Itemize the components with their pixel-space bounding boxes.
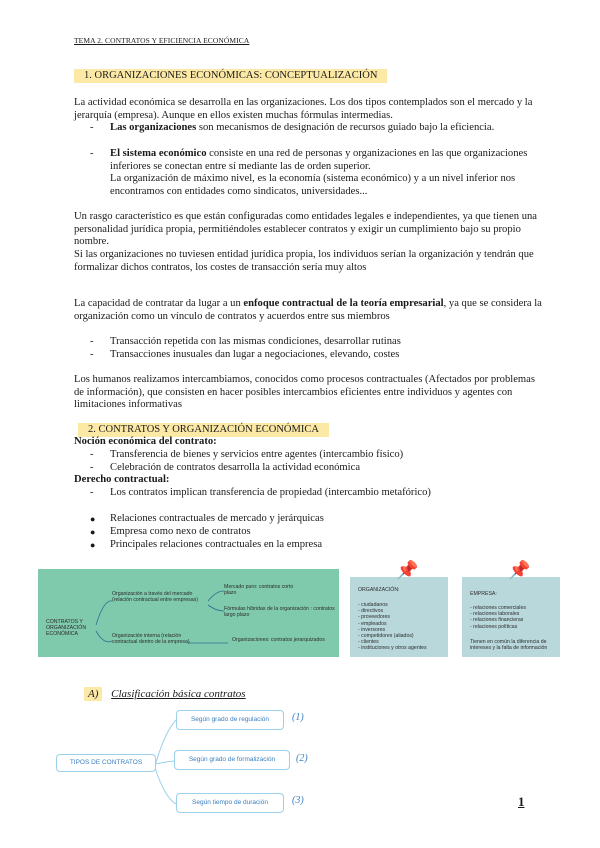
section-2-title: 2. CONTRATOS Y ORGANIZACIÓN ECONÓMICA bbox=[78, 424, 329, 435]
mindmap-leaf: Fórmulas híbridas de la organización : contratos largo plazo bbox=[224, 606, 335, 619]
list-item: ● Principales relaciones contractuales en la empresa bbox=[90, 539, 323, 550]
mindmap-branch-internal: Organización interna (relación contractual dentro de la empresa) bbox=[112, 633, 190, 646]
card-note: Tienen en común la diferencia de intereses y la falta de información bbox=[470, 639, 548, 652]
list-item: - Transacciones inusuales dan lugar a negociaciones, elevando, costes bbox=[90, 349, 400, 360]
list-item: ● Empresa como nexo de contratos bbox=[90, 526, 251, 537]
mindmap-root: CONTRATOS Y ORGANIZACIÓN ECONÓMICA bbox=[46, 619, 87, 638]
page-number: 1 bbox=[518, 794, 525, 809]
classification-root: TIPOS DE CONTRATOS bbox=[56, 754, 156, 772]
mindmap-leaf: Organizaciones: contratos jerarquizados bbox=[232, 637, 325, 643]
annotation-number: (1) bbox=[292, 712, 304, 723]
card-title: ORGANIZACIÓN: bbox=[358, 587, 400, 593]
subheading: Derecho contractual: bbox=[74, 474, 170, 485]
list-item: - Transacción repetida con las mismas condiciones, desarrollar rutinas bbox=[90, 336, 401, 347]
subheading: Noción económica del contrato: bbox=[74, 436, 217, 447]
paragraph: Si las organizaciones no tuviesen entidad jurídica propia, los individuos serían la organización y tendrán que formalizar dichos contratos, los costes de transacción sería muy altos bbox=[74, 249, 534, 273]
pushpin-icon: 📌 bbox=[508, 560, 531, 580]
mindmap-leaf: Mercado puro: contratos corto plazo bbox=[224, 584, 294, 597]
classification-node: Según tiempo de duración bbox=[176, 793, 284, 813]
paragraph: Los humanos realizamos intercambiamos, conocidos como procesos contractuales (Afectados por problemas de información), que consisten en hacer posibles intercambios eficientes entre individuos y agentes con limitaciones informativas bbox=[74, 374, 535, 411]
pushpin-icon: 📌 bbox=[396, 560, 419, 580]
intro-paragraph: La actividad económica se desarrolla en las organizaciones. Los dos tipos contemplados son el mercado y la jerarquía (empresa). Aunque en ellos existen muchas fórmulas intermedias. bbox=[74, 97, 533, 121]
list-item: - Los contratos implican transferencia de propiedad (intercambio metafórico) bbox=[90, 487, 431, 498]
classification-heading: A) Clasificación básica contratos bbox=[84, 688, 246, 700]
annotation-number: (2) bbox=[296, 753, 308, 764]
list-item: ● Relaciones contractuales de mercado y jerárquicas bbox=[90, 513, 324, 524]
company-card bbox=[462, 577, 560, 657]
list-item: - Celebración de contratos desarrolla la actividad económica bbox=[90, 462, 361, 473]
card-title: EMPRESA: bbox=[470, 591, 497, 597]
section-1-title: 1. ORGANIZACIONES ECONÓMICAS: CONCEPTUALIZACIÓN bbox=[74, 70, 387, 81]
mindmap-branch-market: Organización a través del mercado (relación contractual entre empresas) bbox=[112, 591, 198, 604]
list-item: - El sistema económico consiste en una red de personas y organizaciones en las que organizaciones inferiores se conectan entre sí mediante las de orden superior. La organización de máximo nivel, es la economía (sistema económico) y a un nivel inferior nos encontramos con entidades como sindicatos, universidades... bbox=[90, 148, 528, 197]
organization-card bbox=[350, 577, 448, 657]
list-item: - Transferencia de bienes y servicios entre agentes (intercambio físico) bbox=[90, 449, 404, 460]
paragraph: La capacidad de contratar da lugar a un enfoque contractual de la teoría empresarial, ya que se considera la organización como un vínculo de contratos y acuerdos entre sus miembros bbox=[74, 298, 542, 322]
classification-node: Según grado de formalización bbox=[174, 750, 290, 770]
annotation-number: (3) bbox=[292, 795, 304, 806]
list-item: - Las organizaciones son mecanismos de designación de recursos guiado bajo la eficiencia. bbox=[90, 122, 495, 133]
card-list: - ciudadanos - directivos - proveedores - empleados - inversores - competidores (aliados) - clientes - instituciones y otros agentes bbox=[358, 602, 427, 652]
document-header: TEMA 2. CONTRATOS Y EFICIENCIA ECONÓMICA bbox=[74, 36, 250, 45]
contracts-mindmap bbox=[38, 569, 339, 657]
paragraph: Un rasgo característico es que están configuradas como entidades legales e independientes, ya que tienen una personalidad jurídica propia, permitiéndoles establecer contratos y exigir un cumplimiento bajo su propio nombre. bbox=[74, 211, 538, 248]
classification-node: Según grado de regulación bbox=[176, 710, 284, 730]
card-list: - relaciones comerciales - relaciones laborales - relaciones financieras - relaciones políticas bbox=[470, 605, 526, 630]
